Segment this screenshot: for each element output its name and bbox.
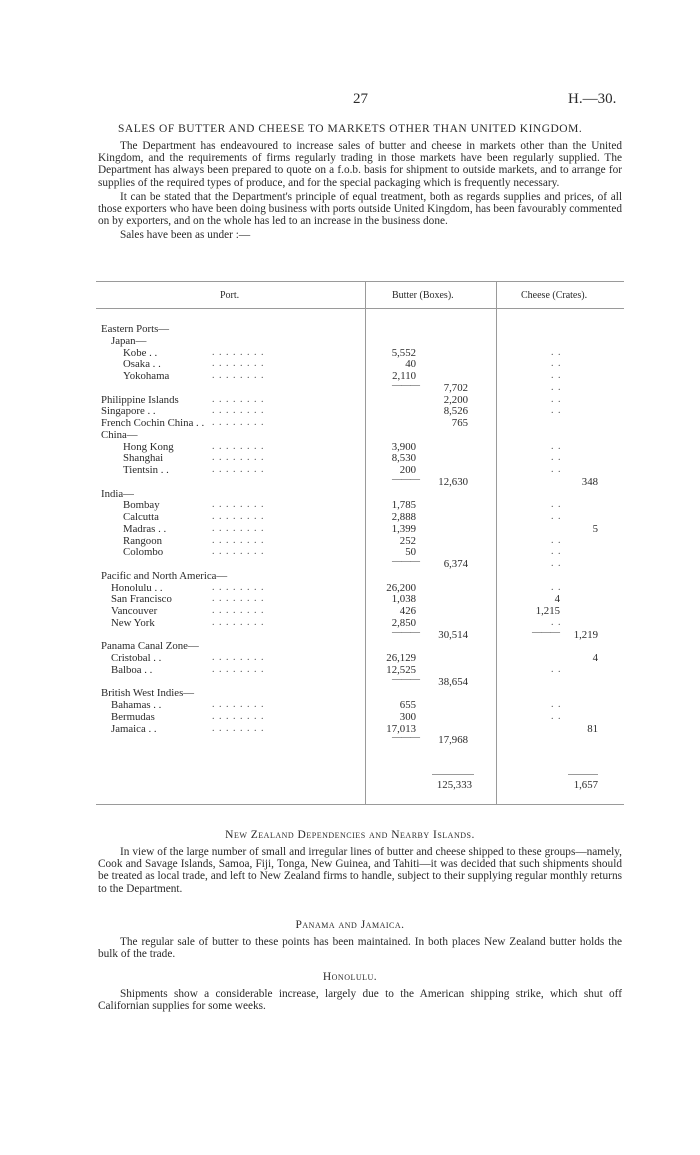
row-label: Yokohama <box>123 370 170 382</box>
butter-value: 40 <box>405 358 416 371</box>
leader-dots: . . <box>551 370 562 381</box>
row-label: Honolulu . . <box>111 581 163 594</box>
table-header-rule <box>96 308 624 309</box>
row-label: Jamaica . . <box>111 722 157 735</box>
butter-value: 426 <box>399 605 416 617</box>
butter-subtotal: 12,630 <box>438 475 468 488</box>
table-top-rule <box>96 281 624 282</box>
butter-value: 200 <box>399 464 416 476</box>
butter-subtotal: 765 <box>451 417 468 429</box>
leader-dots: . . . . . . . . <box>212 581 265 593</box>
leader-dots: . . . . . . . . <box>212 405 265 417</box>
butter-value: 2,888 <box>391 511 416 523</box>
subtotal-dash: ——— <box>392 626 419 638</box>
cheese-subtotal: 81 <box>587 722 598 735</box>
row-label: Pacific and North America— <box>101 569 228 582</box>
row-label: San Francisco <box>111 593 172 606</box>
leader-dots: . . <box>551 440 562 452</box>
leader-dots: . . . . . . . . <box>212 534 265 546</box>
leader-dots: . . . . . . . . <box>212 699 265 710</box>
row-label: Kobe . . <box>123 346 158 359</box>
butter-subtotal: 2,200 <box>443 393 468 406</box>
leader-dots: . . <box>551 393 562 405</box>
row-label: Shanghai <box>123 452 164 465</box>
butter-subtotal: 30,514 <box>438 628 468 641</box>
section-heading: Honolulu. <box>322 971 378 983</box>
document-reference: H.—30. <box>568 91 617 107</box>
subtotal-dash: ——— <box>532 626 559 638</box>
leader-dots: . . . . . . . . <box>212 464 265 475</box>
leader-dots: . . <box>551 464 562 475</box>
row-label: Bermudas <box>111 710 155 723</box>
butter-subtotal: 8,526 <box>443 405 468 418</box>
row-label: Eastern Ports— <box>101 323 170 335</box>
leader-dots: . . <box>551 381 562 393</box>
butter-subtotal: 7,702 <box>443 381 468 394</box>
cheese-subtotal: 5 <box>592 522 598 535</box>
leader-dots: . . <box>551 405 562 417</box>
total-rule <box>568 774 598 775</box>
row-label: Singapore . . <box>101 405 156 418</box>
row-label: Cristobal . . <box>111 652 162 664</box>
leader-dots: . . <box>551 499 562 511</box>
leader-dots: . . . . . . . . <box>212 452 265 464</box>
row-label: Panama Canal Zone— <box>101 640 199 653</box>
butter-value: 300 <box>399 710 416 723</box>
leader-dots: . . . . . . . . <box>212 722 265 734</box>
leader-dots: . . . . . . . . <box>212 393 265 405</box>
page-title: SALES OF BUTTER AND CHEESE TO MARKETS OTHER THAN UNITED KINGDOM. <box>118 123 583 135</box>
paragraph: It can be stated that the Department's principle of equal treatment, both as regards supplies and prices, of all those exporters who have been doing business with ports outside United Kingdom, has been favourably commented on by exporters, and on the whole has led to an increase in the business done. <box>98 190 622 228</box>
leader-dots: . . <box>551 699 562 710</box>
butter-value: 3,900 <box>391 440 416 453</box>
leader-dots: . . <box>551 358 562 370</box>
leader-dots: . . . . . . . . <box>212 370 265 381</box>
grand-total-cheese: 1,657 <box>573 779 598 791</box>
row-label: Bombay <box>123 499 160 512</box>
leader-dots: . . . . . . . . <box>212 522 265 534</box>
paragraph: In view of the large number of small and irregular lines of butter and cheese shipped to these groups—namely, Cook and Savage Islands, Samoa, Fiji, Tonga, New Guinea, and Tahiti—it was decided that such shipments should be treated as local trade, and left to New Zealand firms to handle, subject to their supplying regular monthly returns to the Department. <box>98 846 622 895</box>
column-header-port: Port. <box>220 290 240 301</box>
leader-dots: . . <box>551 534 562 546</box>
leader-dots: . . <box>551 558 562 569</box>
butter-subtotal: 38,654 <box>438 675 468 688</box>
leader-dots: . . <box>551 616 562 628</box>
leader-dots: . . . . . . . . <box>212 605 265 616</box>
leader-dots: . . <box>551 511 562 522</box>
subtotal-dash: ——— <box>392 673 419 685</box>
butter-value: 1,785 <box>391 499 416 512</box>
leader-dots: . . <box>551 663 562 675</box>
intro-paragraphs <box>98 140 622 242</box>
cheese-value: 4 <box>554 593 560 606</box>
paragraph: The regular sale of butter to these points has been maintained. In both places New Zealand butter holds the bulk of the trade. <box>98 936 622 961</box>
row-label: China— <box>101 428 138 441</box>
subtotal-dash: ——— <box>392 556 419 567</box>
subtotal-dash: ——— <box>392 473 419 485</box>
butter-value: 1,038 <box>391 593 416 606</box>
total-rule <box>432 774 474 775</box>
leader-dots: . . . . . . . . <box>212 616 265 628</box>
section-paragraph <box>98 988 622 1012</box>
butter-value: 1,399 <box>391 522 416 535</box>
butter-value: 5,552 <box>391 346 416 359</box>
section-heading: New Zealand Dependencies and Nearby Islands. <box>225 829 475 841</box>
column-header-butter: Butter (Boxes). <box>392 290 454 301</box>
leader-dots: . . . . . . . . <box>212 417 265 428</box>
cheese-subtotal: 4 <box>592 652 598 664</box>
row-label: Balboa . . <box>111 663 153 676</box>
butter-subtotal: 17,968 <box>438 734 468 747</box>
column-header-cheese: Cheese (Crates). <box>521 290 588 301</box>
cheese-subtotal: 348 <box>581 475 598 488</box>
row-label: Tientsin . . <box>123 464 169 476</box>
butter-value: 8,530 <box>391 452 416 465</box>
leader-dots: . . <box>551 546 562 558</box>
section-paragraph <box>98 846 622 895</box>
row-label: Osaka . . <box>123 358 161 371</box>
butter-value: 655 <box>399 699 416 711</box>
butter-value: 2,850 <box>391 616 416 629</box>
butter-value: 2,110 <box>392 370 416 382</box>
leader-dots: . . . . . . . . <box>212 346 265 358</box>
paragraph: Sales have been as under :— <box>120 229 251 242</box>
leader-dots: . . . . . . . . <box>212 593 265 605</box>
butter-value: 26,200 <box>386 581 416 594</box>
paragraph: The Department has endeavoured to increase sales of butter and cheese in markets other than the United Kingdom, and the requirements of firms regularly trading in those markets have been regularly supplied. The Department has always been prepared to quote on a f.o.b. basis for shipment to outside markets, and to arrange for supplies of the required types of produce, and for the special packaging which is frequently necessary. <box>98 140 622 189</box>
section-heading: Panama and Jamaica. <box>295 919 405 931</box>
butter-value: 17,013 <box>386 722 416 735</box>
row-label: Japan— <box>111 334 147 347</box>
row-label: French Cochin China . . <box>101 417 205 429</box>
cheese-value: 1,215 <box>535 605 560 617</box>
leader-dots: . . . . . . . . <box>212 546 265 558</box>
row-label: British West Indies— <box>101 687 195 700</box>
row-label: Colombo <box>123 546 164 559</box>
table-column-divider <box>496 281 497 804</box>
butter-value: 252 <box>399 534 416 547</box>
row-label: India— <box>101 487 134 500</box>
row-label: Madras . . <box>123 522 167 535</box>
row-label: Hong Kong <box>123 440 174 453</box>
leader-dots: . . . . . . . . <box>212 358 265 370</box>
cheese-subtotal: 1,219 <box>573 628 598 641</box>
leader-dots: . . . . . . . . <box>212 710 265 722</box>
grand-total-butter: 125,333 <box>436 779 472 791</box>
leader-dots: . . <box>551 346 562 358</box>
leader-dots: . . <box>551 452 562 464</box>
row-label: Bahamas . . <box>111 699 162 711</box>
butter-value: 26,129 <box>386 652 416 664</box>
leader-dots: . . . . . . . . <box>212 652 265 663</box>
page-number: 27 <box>353 91 368 107</box>
butter-value: 50 <box>405 546 416 559</box>
leader-dots: . . . . . . . . <box>212 499 265 511</box>
row-label: Rangoon <box>123 534 162 547</box>
butter-value: 12,525 <box>386 663 416 676</box>
subtotal-dash: ——— <box>392 379 419 391</box>
butter-subtotal: 6,374 <box>443 558 468 570</box>
leader-dots: . . <box>551 581 562 593</box>
leader-dots: . . <box>551 710 562 722</box>
table-bottom-rule <box>96 804 624 805</box>
leader-dots: . . . . . . . . <box>212 663 265 675</box>
row-label: Philippine Islands <box>101 393 179 406</box>
row-label: New York <box>111 616 155 629</box>
row-label: Vancouver <box>111 605 158 617</box>
leader-dots: . . . . . . . . <box>212 511 265 522</box>
subtotal-dash: ——— <box>392 732 419 744</box>
paragraph: Shipments show a considerable increase, largely due to the American shipping strike, which shut off Californian supplies for some weeks. <box>98 988 622 1013</box>
row-label: Calcutta <box>123 511 159 523</box>
section-paragraph <box>98 936 622 960</box>
leader-dots: . . . . . . . . <box>212 440 265 452</box>
